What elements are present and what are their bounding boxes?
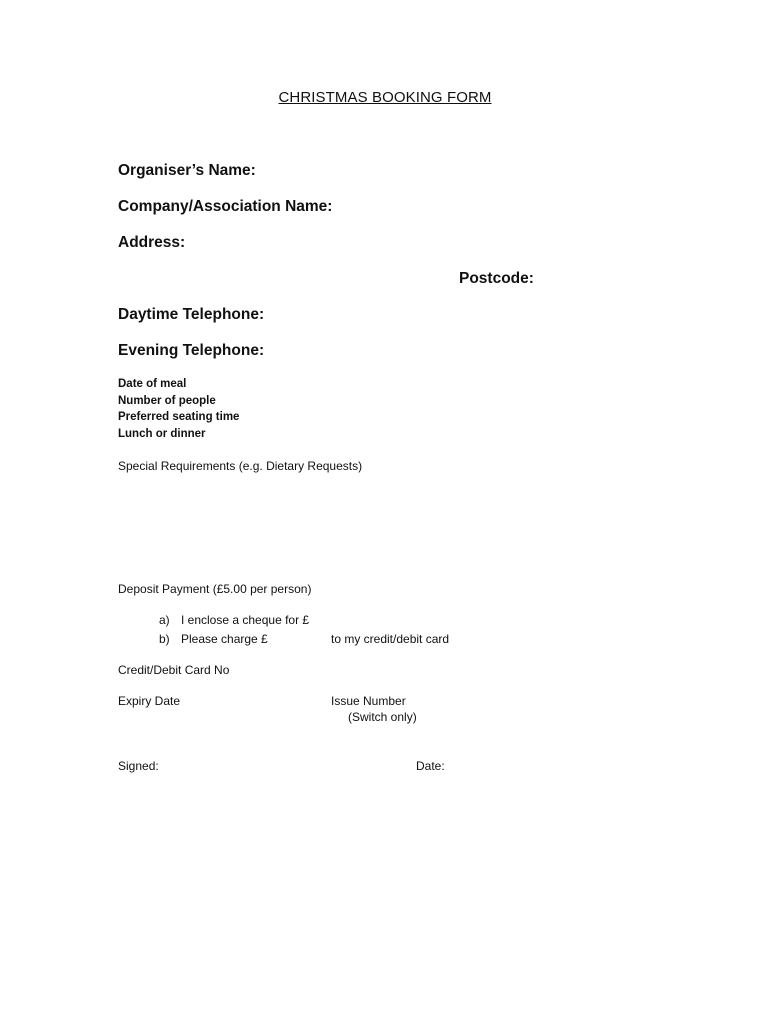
charge-suffix-label: to my credit/debit card — [331, 632, 450, 646]
expiry-date-label: Expiry Date — [118, 694, 181, 708]
payment-option-text: I enclose a cheque for £ — [181, 613, 310, 627]
payment-option-card — [159, 632, 268, 646]
list-marker: a) — [159, 613, 170, 627]
signed-label: Signed: — [118, 759, 159, 773]
list-marker: b) — [159, 632, 170, 646]
form-title: CHRISTMAS BOOKING FORM — [278, 89, 492, 106]
preferred-seating-time-label: Preferred seating time — [118, 411, 240, 423]
postcode-label: Postcode: — [459, 270, 534, 287]
special-requirements-label: Special Requirements (e.g. Dietary Requests) — [118, 459, 363, 473]
deposit-payment-label: Deposit Payment (£5.00 per person) — [118, 582, 312, 596]
payment-option-cheque — [159, 613, 309, 627]
company-name-label: Company/Association Name: — [118, 198, 333, 215]
meal-date-label: Date of meal — [118, 378, 187, 390]
number-of-people-label: Number of people — [118, 394, 216, 407]
address-label: Address: — [118, 234, 186, 251]
switch-only-note: (Switch only) — [348, 710, 417, 724]
organiser-name-label: Organiser’s Name: — [118, 162, 256, 179]
card-number-label: Credit/Debit Card No — [118, 663, 230, 677]
evening-telephone-label: Evening Telephone: — [118, 342, 265, 359]
issue-number-label: Issue Number — [331, 694, 406, 708]
daytime-telephone-label: Daytime Telephone: — [118, 306, 265, 323]
payment-option-text: Please charge £ — [181, 632, 268, 646]
lunch-or-dinner-label: Lunch or dinner — [118, 427, 206, 440]
meal-details-list — [118, 376, 239, 442]
date-label: Date: — [416, 759, 445, 773]
